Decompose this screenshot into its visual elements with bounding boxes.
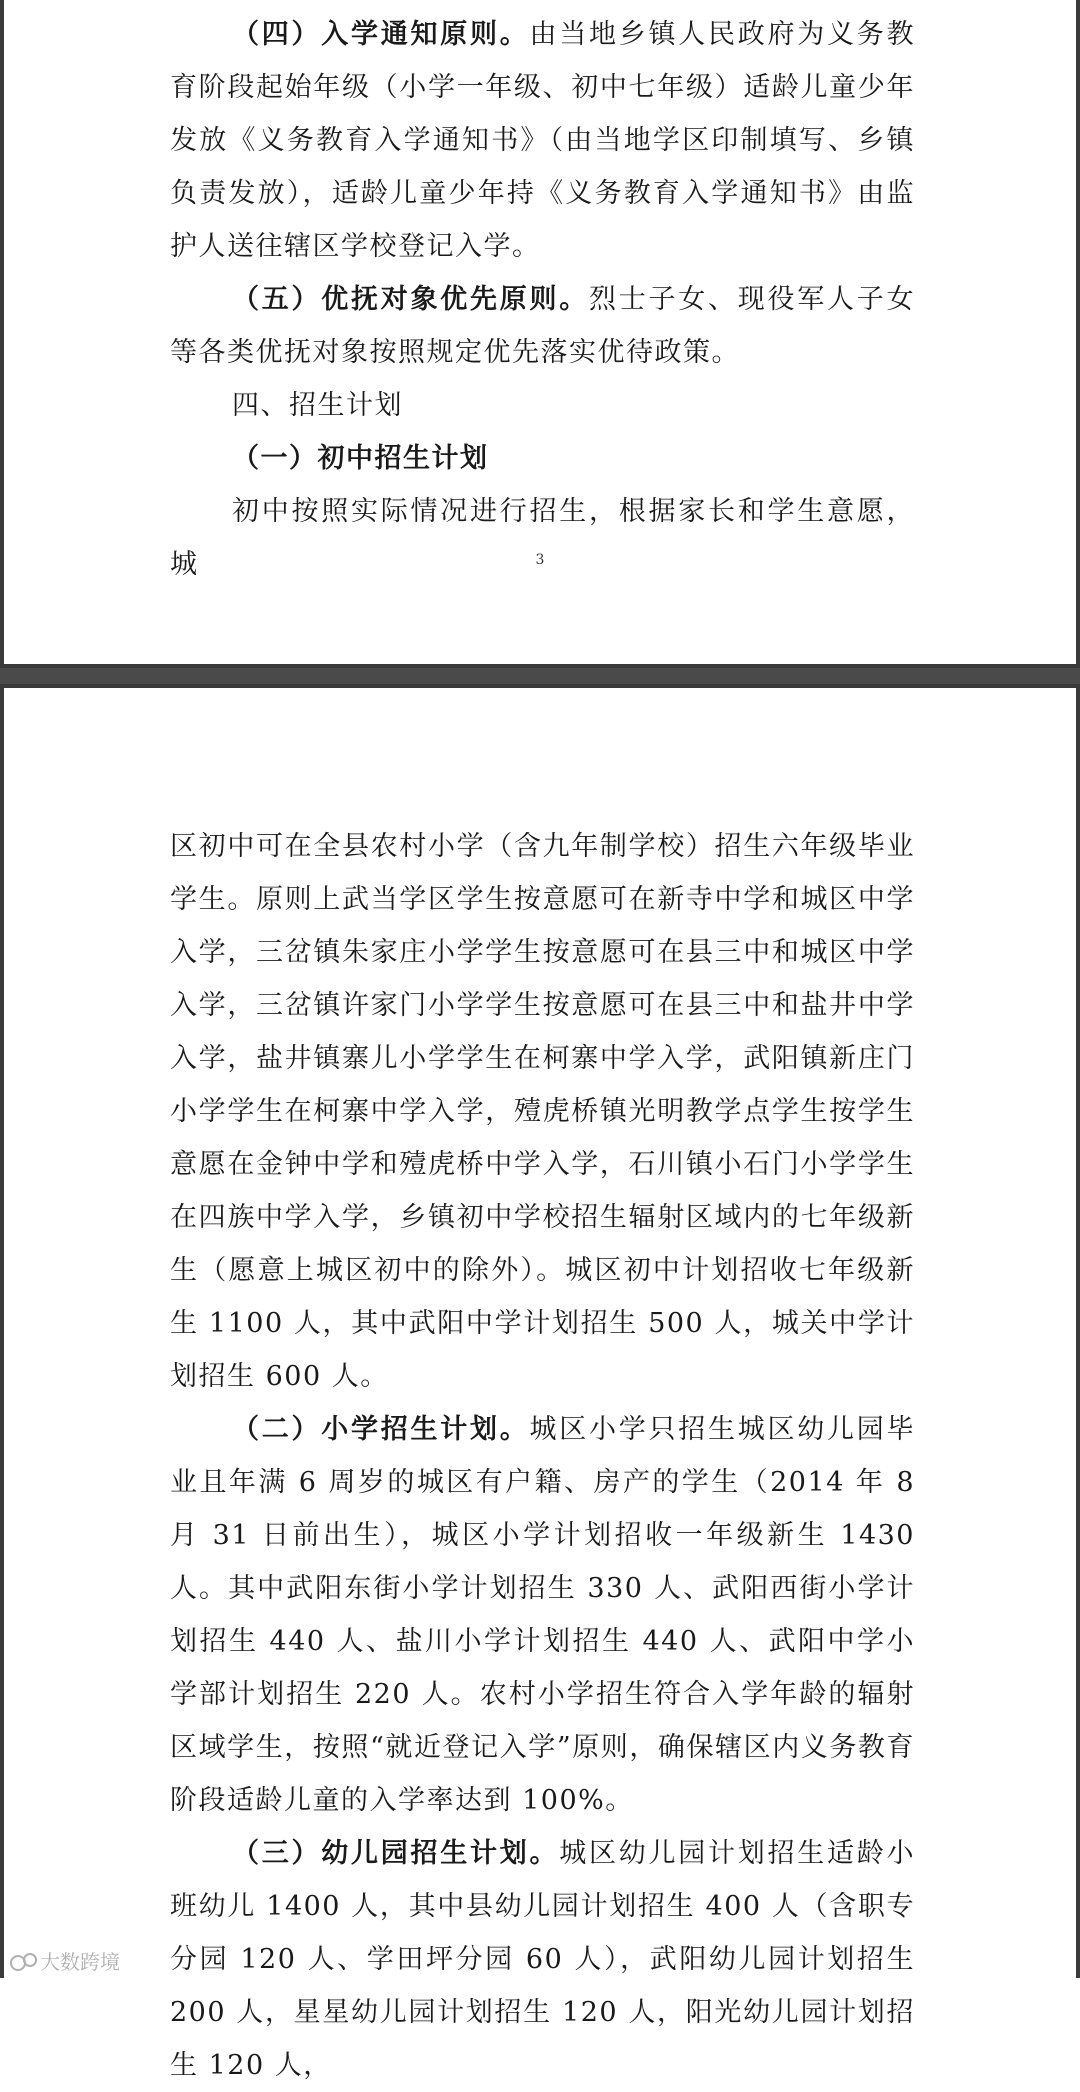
paragraph-body: 由当地乡镇人民政府为义务教育阶段起始年级（小学一年级、初中七年级）适龄儿童少年发放《义务教育入学通知书》（由当地学区印制填写、乡镇负责发放），适龄儿童少年持《义务教育入学通知书》由监护人送往辖区学校登记入学。 xyxy=(170,19,915,262)
page-number: 3 xyxy=(535,552,545,568)
paragraph-continued: 区初中可在全县农村小学（含九年制学校）招生六年级毕业学生。原则上武当学区学生按意愿可在新寺中学和城区中学入学，三岔镇朱家庄小学学生按意愿可在县三中和城区中学入学，三岔镇许家门小学学生按意愿可在县三中和盐井中学入学，盐井镇寨儿小学学生在柯寨中学入学，武阳镇新庄门小学学生在柯寨中学入学，殪虎桥镇光明教学点学生按学生意愿在金钟中学和殪虎桥中学入学，石川镇小石门小学学生在四族中学入学，乡镇初中学校招生辐射区域内的七年级新生（愿意上城区初中的除外）。城区初中计划招收七年级新生 1100 人，其中武阳中学计划招生 500 人，城关中学计划招生 600 人。 xyxy=(170,831,915,1392)
paragraph-body: 烈士子女、现役军人子女等各类优抚对象按照规定优先落实优待政策。 xyxy=(170,284,915,368)
watermark-text: 大数跨境 xyxy=(40,1950,120,1974)
watermark xyxy=(10,1946,120,1975)
sub-heading: （一）初中招生计划 xyxy=(232,443,489,474)
paragraph-body: 城区小学只招生城区幼儿园毕业且年满 6 周岁的城区有户籍、房产的学生（2014 年 8 月 31 日前出生），城区小学计划招收一年级新生 1430 人。其中武阳东街小学计划招生 330 人、武阳西街小学计划招生 440 人、盐川小学计划招生 440 人、武阳中学小学部计划招生 220 人。农村小学招生符合入学年龄的辐射区域学生，按照“就近登记入学”原则，确保辖区内义务教育阶段适龄儿童的入学率达到 100%。 xyxy=(170,1414,915,1816)
paragraph-start: 初中按照实际情况进行招生，根据家长和学生意愿，城 xyxy=(170,496,915,580)
section-heading: 四、招生计划 xyxy=(232,390,403,421)
paragraph-title: （二）小学招生计划。 xyxy=(232,1414,530,1445)
paragraph-title: （三）幼儿园招生计划。 xyxy=(232,1838,560,1869)
page4-text-block xyxy=(170,820,915,2092)
page-gap xyxy=(0,668,1080,684)
paragraph-primary-plan xyxy=(170,1403,915,1827)
paragraph-kindergarten-plan xyxy=(170,1827,915,2092)
page3-text-block xyxy=(170,8,915,591)
paragraph-title: （五）优抚对象优先原则。 xyxy=(232,284,589,315)
paragraph-title: （四）入学通知原则。 xyxy=(232,19,530,50)
brand-logo-icon xyxy=(10,1951,36,1971)
paragraph-priority-principle xyxy=(170,273,915,379)
paragraph-body: 城区幼儿园计划招生适龄小班幼儿 1400 人，其中县幼儿园计划招生 400 人（含职专分园 120 人、学田坪分园 60 人），武阳幼儿园计划招生 200 人，星星幼儿园计划招生 120 人，阳光幼儿园计划招生 120 人， xyxy=(170,1838,915,2081)
paragraph-admission-notice xyxy=(170,8,915,273)
